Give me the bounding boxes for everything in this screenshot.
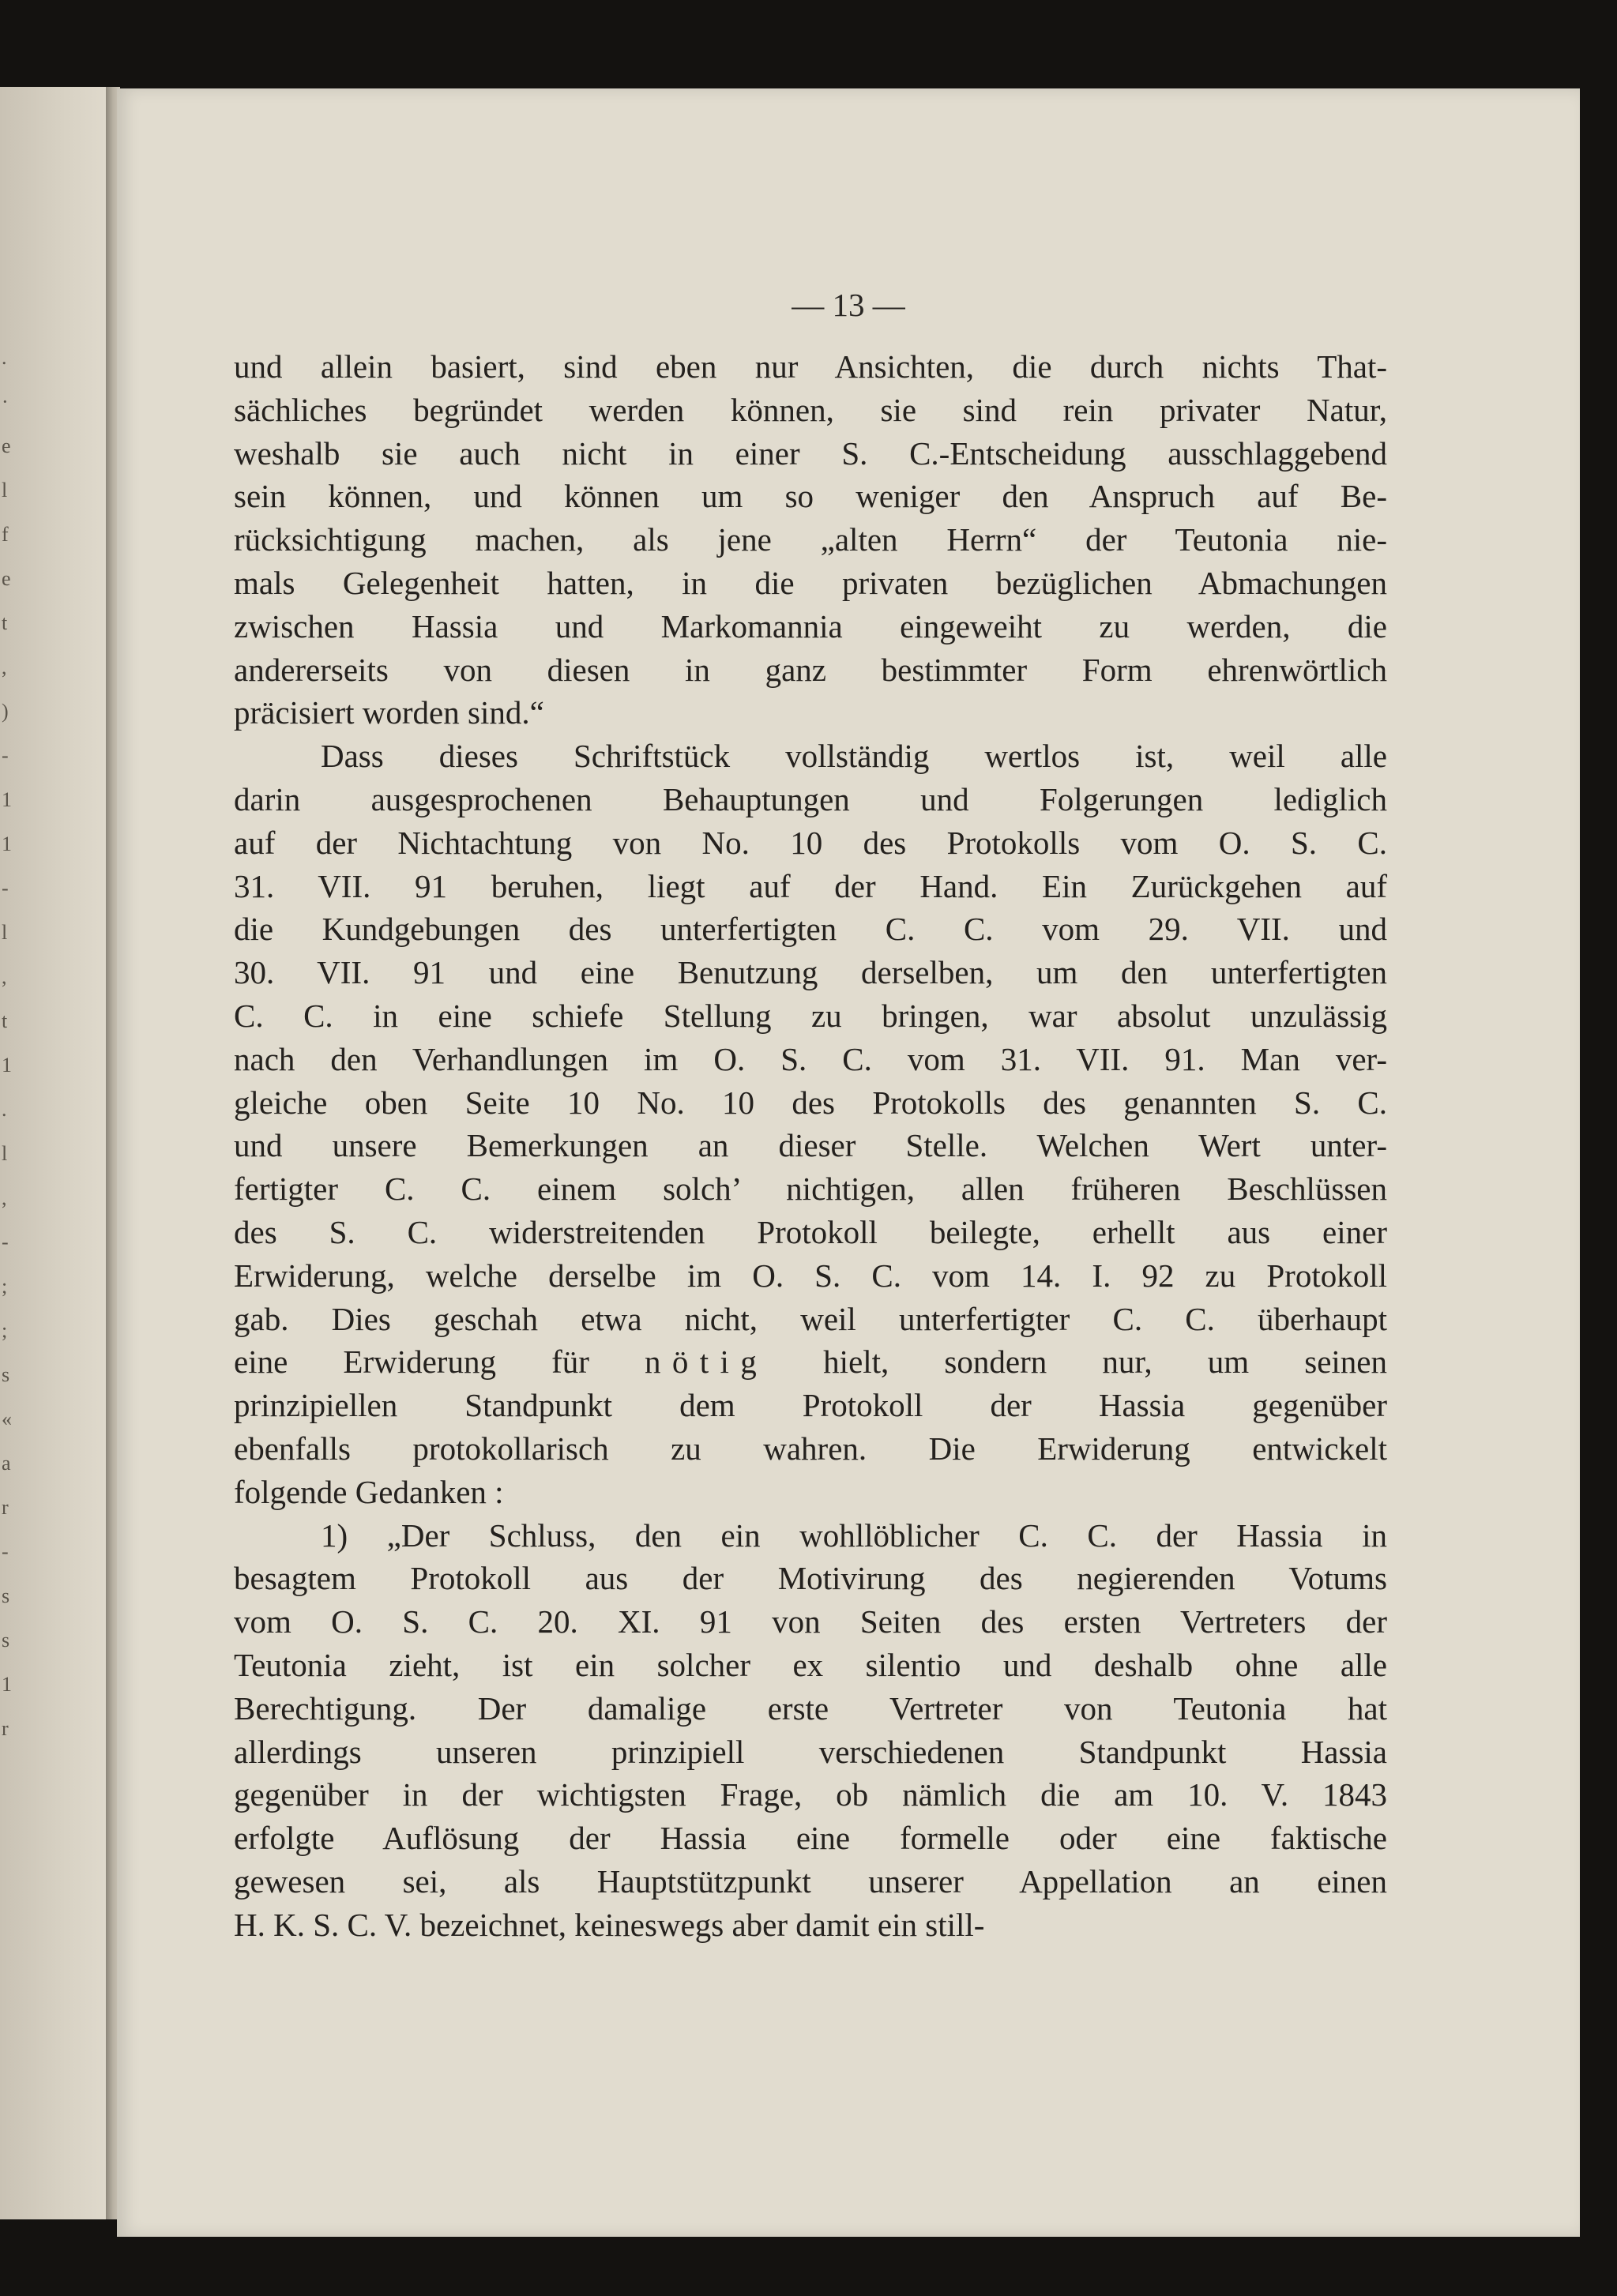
text-line: erfolgte Auflösung der Hassia eine formelle oder eine faktische <box>234 1820 1387 1857</box>
margin-fragment: ) <box>2 700 9 723</box>
text-line: 1) „Der Schluss, den ein wohllöblicher C. C. der Hassia in <box>321 1516 1387 1554</box>
margin-fragment: , <box>2 1186 7 1209</box>
text-line: auf der Nichtachtung von No. 10 des Protokolls vom O. S. C. <box>234 824 1387 861</box>
margin-fragment: t <box>2 611 8 634</box>
margin-fragment: · <box>2 390 9 413</box>
text-line: nach den Verhandlungen im O. S. C. vom 31. VII. 91. Man ver- <box>234 1040 1387 1077</box>
text-line: des S. C. widerstreitenden Protokoll beilegte, erhellt aus einer <box>234 1213 1387 1250</box>
margin-fragment: l <box>2 1142 8 1165</box>
text-line: andererseits von diesen in ganz bestimmter Form ehrenwörtlich <box>234 651 1387 688</box>
text-line: darin ausgesprochenen Behauptungen und Folgerungen lediglich <box>234 780 1387 817</box>
margin-fragment: r <box>2 1496 9 1519</box>
margin-fragment: - <box>2 744 9 767</box>
margin-fragment: l <box>2 479 8 502</box>
text-line: gab. Dies geschah etwa nicht, weil unterfertigter C. C. überhaupt <box>234 1300 1387 1337</box>
margin-fragment: 1 <box>2 1054 12 1077</box>
margin-fragment: - <box>2 1540 9 1563</box>
margin-fragment: . <box>2 346 7 369</box>
book-page <box>117 88 1580 2237</box>
text-line: Dass dieses Schriftstück vollständig wertlos ist, weil alle <box>321 738 1387 775</box>
text-line: weshalb sie auch nicht in einer S. C.-Entscheidung ausschlaggebend <box>234 434 1387 472</box>
text-line: sein können, und können um so weniger den Anspruch auf Be- <box>234 478 1387 515</box>
margin-fragment: 1 <box>2 832 12 855</box>
margin-fragment: , <box>2 656 7 678</box>
text-line: 31. VII. 91 beruhen, liegt auf der Hand. Ein Zurückgehen auf <box>234 867 1387 904</box>
margin-fragment: 1 <box>2 788 12 811</box>
margin-fragment: s <box>2 1629 10 1652</box>
text-line: fertigter C. C. einem solch’ nichtigen, allen früheren Beschlüssen <box>234 1171 1387 1208</box>
text-line: Berechtigung. Der damalige erste Vertreter von Teutonia hat <box>234 1689 1387 1727</box>
text-line <box>234 1340 1387 1384</box>
text-segment: hielt, sondern nur, um seinen <box>768 1343 1387 1381</box>
text-line: mals Gelegenheit hatten, in die privaten bezüglichen Abmachungen <box>234 564 1387 601</box>
facing-page <box>0 87 111 2219</box>
text-line: präcisiert worden sind.“ <box>234 694 544 731</box>
text-line: sächliches begründet werden können, sie sind rein privater Natur, <box>234 391 1387 428</box>
text-line: Erwiderung, welche derselbe im O. S. C. vom 14. I. 92 zu Protokoll <box>234 1257 1387 1294</box>
margin-fragment: f <box>2 523 9 546</box>
text-line: ebenfalls protokollarisch zu wahren. Die Erwiderung entwickelt <box>234 1430 1387 1467</box>
text-line: und allein basiert, sind eben nur Ansichten, die durch nichts That- <box>234 348 1387 385</box>
facing-page-text-fragments <box>0 87 32 2219</box>
text-line: C. C. in eine schiefe Stellung zu bringen, war absolut unzulässig <box>234 997 1387 1034</box>
text-line: folgende Gedanken : <box>234 1473 504 1510</box>
text-line: die Kundgebungen des unterfertigten C. C. vom 29. VII. und <box>234 911 1387 948</box>
margin-fragment: s <box>2 1363 10 1386</box>
text-line: prinzipiellen Standpunkt dem Protokoll der Hassia gegenüber <box>234 1387 1387 1424</box>
margin-fragment: r <box>2 1717 9 1740</box>
text-line: zwischen Hassia und Markomannia eingeweiht zu werden, die <box>234 607 1387 644</box>
margin-fragment: « <box>2 1407 12 1430</box>
text-line: Teutonia zieht, ist ein solcher ex silentio und deshalb ohne alle <box>234 1646 1387 1683</box>
text-line: und unsere Bemerkungen an dieser Stelle. Welchen Wert unter- <box>234 1127 1387 1164</box>
margin-fragment: . <box>2 1098 7 1121</box>
margin-fragment: e <box>2 567 11 590</box>
margin-fragment: - <box>2 877 9 900</box>
text-line: besagtem Protokoll aus der Motivirung des negierenden Votums <box>234 1560 1387 1597</box>
margin-fragment: ; <box>2 1319 8 1342</box>
text-segment: eine Erwiderung für <box>234 1343 645 1381</box>
margin-fragment: l <box>2 921 8 944</box>
margin-fragment: e <box>2 434 11 457</box>
emphasized-word: nötig <box>645 1343 769 1381</box>
margin-fragment: 1 <box>2 1673 12 1696</box>
page-number: — 13 — <box>792 287 905 323</box>
page-body-text <box>234 345 1387 1946</box>
margin-fragment: a <box>2 1452 11 1475</box>
text-line: rücksichtigung machen, als jene „alten Herrn“ der Teutonia nie- <box>234 521 1387 558</box>
text-line: gleiche oben Seite 10 No. 10 des Protokolls des genannten S. C. <box>234 1084 1387 1121</box>
margin-fragment: t <box>2 1009 8 1032</box>
margin-fragment: ; <box>2 1275 8 1298</box>
text-line: gewesen sei, als Hauptstützpunkt unserer Appellation an einen <box>234 1862 1387 1900</box>
text-line: allerdings unseren prinzipiell verschiedenen Standpunkt Hassia <box>234 1733 1387 1770</box>
margin-fragment: , <box>2 965 7 988</box>
text-line: gegenüber in der wichtigsten Frage, ob nämlich die am 10. V. 1843 <box>234 1776 1387 1813</box>
text-line: 30. VII. 91 und eine Benutzung derselben, um den unterfertigten <box>234 954 1387 991</box>
text-line: H. K. S. C. V. bezeichnet, keineswegs aber damit ein still- <box>234 1906 985 1943</box>
text-line: vom O. S. C. 20. XI. 91 von Seiten des ersten Vertreters der <box>234 1603 1387 1640</box>
margin-fragment: - <box>2 1231 9 1253</box>
margin-fragment: s <box>2 1584 10 1607</box>
